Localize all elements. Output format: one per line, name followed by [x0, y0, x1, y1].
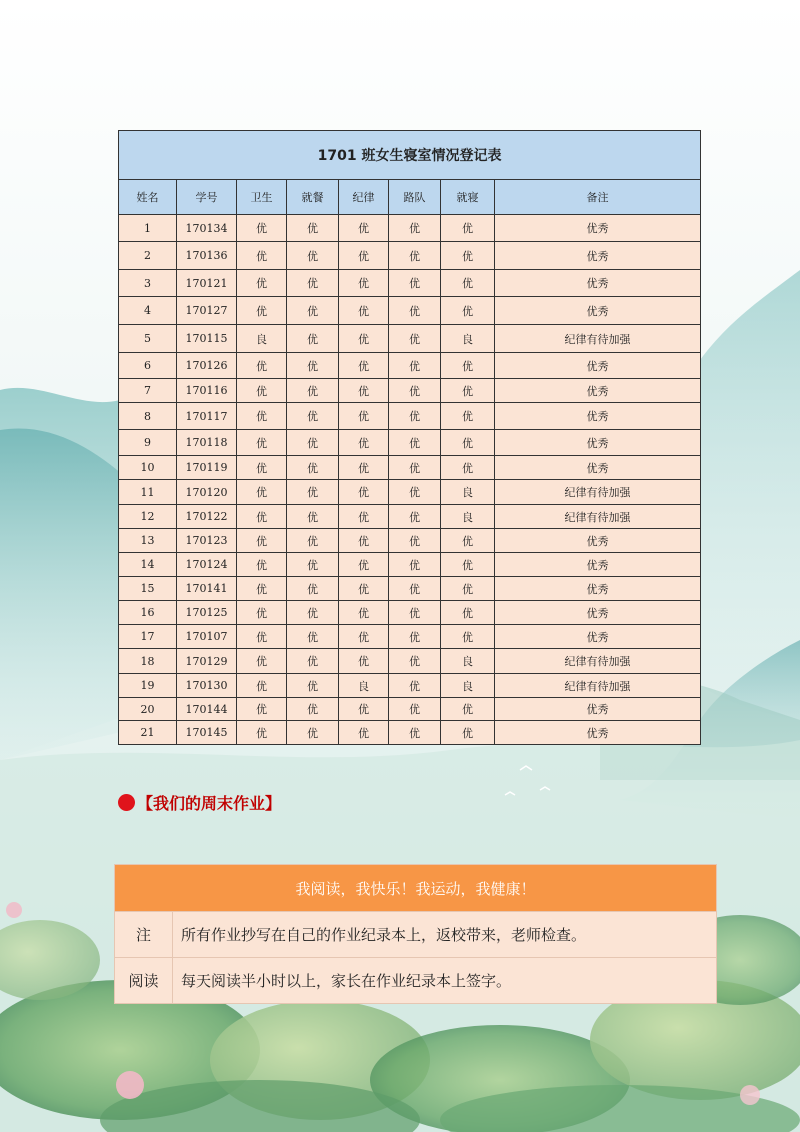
table-cell: 优	[237, 270, 287, 297]
table-cell: 170116	[177, 379, 237, 403]
homework-row	[115, 912, 717, 958]
table-cell: 170145	[177, 721, 237, 745]
table-cell: 优秀	[495, 430, 701, 456]
table-cell: 优	[441, 577, 495, 601]
table-cell: 优	[287, 430, 339, 456]
homework-row-text: 每天阅读半小时以上，家长在作业纪录本上签字。	[173, 958, 717, 1004]
column-header: 纪律	[339, 180, 389, 215]
table-cell: 优	[441, 297, 495, 325]
table-row	[119, 698, 701, 721]
table-cell: 纪律有待加强	[495, 649, 701, 674]
table-cell: 170130	[177, 674, 237, 698]
table-cell: 良	[339, 674, 389, 698]
homework-banner: 我阅读，我快乐！我运动，我健康！	[115, 865, 717, 912]
table-row	[119, 297, 701, 325]
table-cell: 14	[119, 553, 177, 577]
table-cell: 优	[237, 698, 287, 721]
table-cell: 优	[339, 215, 389, 242]
table-cell: 170119	[177, 456, 237, 480]
table-cell: 优	[237, 297, 287, 325]
table-cell: 17	[119, 625, 177, 649]
table-cell: 优	[389, 242, 441, 270]
table-row	[119, 242, 701, 270]
homework-row	[115, 958, 717, 1004]
table-row	[119, 325, 701, 353]
table-row	[119, 456, 701, 480]
table-cell: 优	[237, 480, 287, 505]
table-cell: 优	[237, 625, 287, 649]
table-cell: 优	[441, 403, 495, 430]
table-cell: 优	[389, 674, 441, 698]
table-cell: 优	[237, 577, 287, 601]
table-row	[119, 721, 701, 745]
table-cell: 优秀	[495, 601, 701, 625]
table-cell: 优秀	[495, 721, 701, 745]
table-row	[119, 553, 701, 577]
column-header: 备注	[495, 180, 701, 215]
table-cell: 优	[339, 721, 389, 745]
table-cell: 优	[237, 649, 287, 674]
table-cell: 16	[119, 601, 177, 625]
table-cell: 优	[287, 215, 339, 242]
table-cell: 7	[119, 379, 177, 403]
red-dot-icon	[118, 794, 135, 811]
table-cell: 170121	[177, 270, 237, 297]
table-cell: 优	[339, 403, 389, 430]
table-cell: 优	[339, 297, 389, 325]
table-row	[119, 430, 701, 456]
table-cell: 优	[339, 698, 389, 721]
table-cell: 优	[237, 403, 287, 430]
table-cell: 优	[339, 601, 389, 625]
table-cell: 优	[237, 353, 287, 379]
table-cell: 优	[237, 721, 287, 745]
table-cell: 优	[389, 601, 441, 625]
table-row	[119, 674, 701, 698]
table-cell: 优	[389, 270, 441, 297]
table-cell: 优	[287, 270, 339, 297]
table-row	[119, 529, 701, 553]
table-cell: 良	[441, 674, 495, 698]
table-cell: 优	[339, 577, 389, 601]
table-cell: 优	[339, 379, 389, 403]
table-cell: 优	[389, 215, 441, 242]
column-header: 就寝	[441, 180, 495, 215]
dorm-inspection-table	[118, 130, 701, 745]
table-cell: 170127	[177, 297, 237, 325]
table-cell: 优秀	[495, 242, 701, 270]
table-cell: 优	[339, 649, 389, 674]
table-cell: 优	[287, 649, 339, 674]
table-cell: 优秀	[495, 353, 701, 379]
table-cell: 优	[287, 698, 339, 721]
table-cell: 170122	[177, 505, 237, 529]
column-header: 学号	[177, 180, 237, 215]
table-cell: 优	[287, 403, 339, 430]
table-cell: 优秀	[495, 529, 701, 553]
table-row	[119, 379, 701, 403]
table-cell: 优	[287, 577, 339, 601]
table-cell: 良	[441, 505, 495, 529]
table-cell: 优	[287, 529, 339, 553]
table-cell: 优	[287, 242, 339, 270]
table-cell: 170136	[177, 242, 237, 270]
table-cell: 优	[389, 553, 441, 577]
table-cell: 170123	[177, 529, 237, 553]
table-cell: 优	[287, 325, 339, 353]
table-title: 1701 班女生寝室情况登记表	[119, 131, 701, 180]
table-cell: 优	[339, 480, 389, 505]
table-cell: 纪律有待加强	[495, 325, 701, 353]
column-header: 姓名	[119, 180, 177, 215]
table-cell: 优	[339, 553, 389, 577]
table-cell: 优	[441, 529, 495, 553]
table-cell: 良	[441, 649, 495, 674]
table-cell: 优秀	[495, 553, 701, 577]
table-cell: 优	[389, 698, 441, 721]
table-cell: 优	[339, 325, 389, 353]
table-cell: 优	[389, 529, 441, 553]
table-cell: 纪律有待加强	[495, 674, 701, 698]
table-cell: 优	[441, 721, 495, 745]
table-cell: 优秀	[495, 577, 701, 601]
table-cell: 19	[119, 674, 177, 698]
table-cell: 优	[237, 505, 287, 529]
table-cell: 9	[119, 430, 177, 456]
table-cell: 优	[237, 215, 287, 242]
table-cell: 优	[287, 674, 339, 698]
table-row	[119, 505, 701, 529]
table-cell: 优	[237, 242, 287, 270]
table-cell: 优	[389, 430, 441, 456]
table-cell: 6	[119, 353, 177, 379]
table-cell: 5	[119, 325, 177, 353]
table-cell: 优	[389, 649, 441, 674]
table-cell: 优	[389, 577, 441, 601]
table-cell: 170125	[177, 601, 237, 625]
table-cell: 170120	[177, 480, 237, 505]
table-cell: 优秀	[495, 297, 701, 325]
table-cell: 优	[339, 270, 389, 297]
table-cell: 优秀	[495, 379, 701, 403]
table-cell: 优	[441, 353, 495, 379]
table-cell: 优	[441, 698, 495, 721]
table-row	[119, 625, 701, 649]
homework-row-label: 注	[115, 912, 173, 958]
table-cell: 优	[389, 353, 441, 379]
table-cell: 2	[119, 242, 177, 270]
homework-heading	[118, 791, 281, 814]
table-cell: 20	[119, 698, 177, 721]
table-cell: 170126	[177, 353, 237, 379]
table-cell: 纪律有待加强	[495, 480, 701, 505]
table-cell: 11	[119, 480, 177, 505]
table-cell: 优	[441, 242, 495, 270]
table-cell: 优	[237, 379, 287, 403]
table-cell: 优	[389, 480, 441, 505]
table-cell: 170129	[177, 649, 237, 674]
table-cell: 优	[389, 505, 441, 529]
table-cell: 纪律有待加强	[495, 505, 701, 529]
table-cell: 优	[339, 353, 389, 379]
table-cell: 优秀	[495, 270, 701, 297]
table-row	[119, 577, 701, 601]
table-cell: 优	[339, 430, 389, 456]
table-cell: 优	[287, 456, 339, 480]
table-cell: 优秀	[495, 456, 701, 480]
table-cell: 170117	[177, 403, 237, 430]
table-cell: 优	[237, 601, 287, 625]
table-row	[119, 649, 701, 674]
table-cell: 优	[389, 325, 441, 353]
table-cell: 优	[287, 601, 339, 625]
table-row	[119, 353, 701, 379]
table-cell: 优	[389, 721, 441, 745]
table-cell: 优	[237, 529, 287, 553]
table-cell: 优	[389, 297, 441, 325]
table-cell: 良	[237, 325, 287, 353]
table-cell: 优	[389, 379, 441, 403]
homework-table	[114, 864, 717, 1004]
table-cell: 良	[441, 325, 495, 353]
table-cell: 优	[287, 297, 339, 325]
table-cell: 优秀	[495, 625, 701, 649]
homework-heading-text: 【我们的周末作业】	[137, 794, 282, 813]
table-cell: 8	[119, 403, 177, 430]
column-header: 就餐	[287, 180, 339, 215]
table-cell: 优	[339, 456, 389, 480]
table-cell: 13	[119, 529, 177, 553]
table-cell: 优	[441, 379, 495, 403]
table-cell: 优	[389, 625, 441, 649]
table-cell: 优秀	[495, 403, 701, 430]
homework-row-text: 所有作业抄写在自己的作业纪录本上，返校带来，老师检查。	[173, 912, 717, 958]
table-cell: 优	[287, 353, 339, 379]
table-cell: 12	[119, 505, 177, 529]
table-cell: 170118	[177, 430, 237, 456]
homework-row-label: 阅读	[115, 958, 173, 1004]
column-header: 路队	[389, 180, 441, 215]
table-cell: 优	[237, 553, 287, 577]
table-row	[119, 403, 701, 430]
table-cell: 170115	[177, 325, 237, 353]
table-cell: 优	[441, 430, 495, 456]
table-row	[119, 601, 701, 625]
table-cell: 优	[441, 601, 495, 625]
table-cell: 170144	[177, 698, 237, 721]
table-cell: 优	[389, 456, 441, 480]
table-cell: 优	[237, 456, 287, 480]
table-cell: 优	[287, 625, 339, 649]
table-cell: 170134	[177, 215, 237, 242]
table-cell: 170107	[177, 625, 237, 649]
table-cell: 优	[441, 553, 495, 577]
table-cell: 优	[287, 379, 339, 403]
table-cell: 优	[441, 270, 495, 297]
table-cell: 15	[119, 577, 177, 601]
table-cell: 优	[389, 403, 441, 430]
table-cell: 21	[119, 721, 177, 745]
table-cell: 优	[339, 625, 389, 649]
table-cell: 优秀	[495, 698, 701, 721]
table-cell: 170141	[177, 577, 237, 601]
table-cell: 优	[441, 215, 495, 242]
table-cell: 优	[339, 529, 389, 553]
table-cell: 优	[287, 480, 339, 505]
table-row	[119, 270, 701, 297]
table-cell: 3	[119, 270, 177, 297]
table-cell: 优秀	[495, 215, 701, 242]
column-header: 卫生	[237, 180, 287, 215]
table-cell: 优	[339, 505, 389, 529]
table-cell: 优	[441, 625, 495, 649]
table-cell: 优	[237, 674, 287, 698]
table-cell: 优	[339, 242, 389, 270]
table-cell: 170124	[177, 553, 237, 577]
table-cell: 10	[119, 456, 177, 480]
table-cell: 优	[287, 553, 339, 577]
table-cell: 优	[287, 721, 339, 745]
table-row	[119, 480, 701, 505]
table-cell: 优	[287, 505, 339, 529]
table-cell: 良	[441, 480, 495, 505]
table-cell: 4	[119, 297, 177, 325]
table-cell: 优	[237, 430, 287, 456]
table-row	[119, 215, 701, 242]
table-cell: 优	[441, 456, 495, 480]
table-cell: 1	[119, 215, 177, 242]
table-cell: 18	[119, 649, 177, 674]
